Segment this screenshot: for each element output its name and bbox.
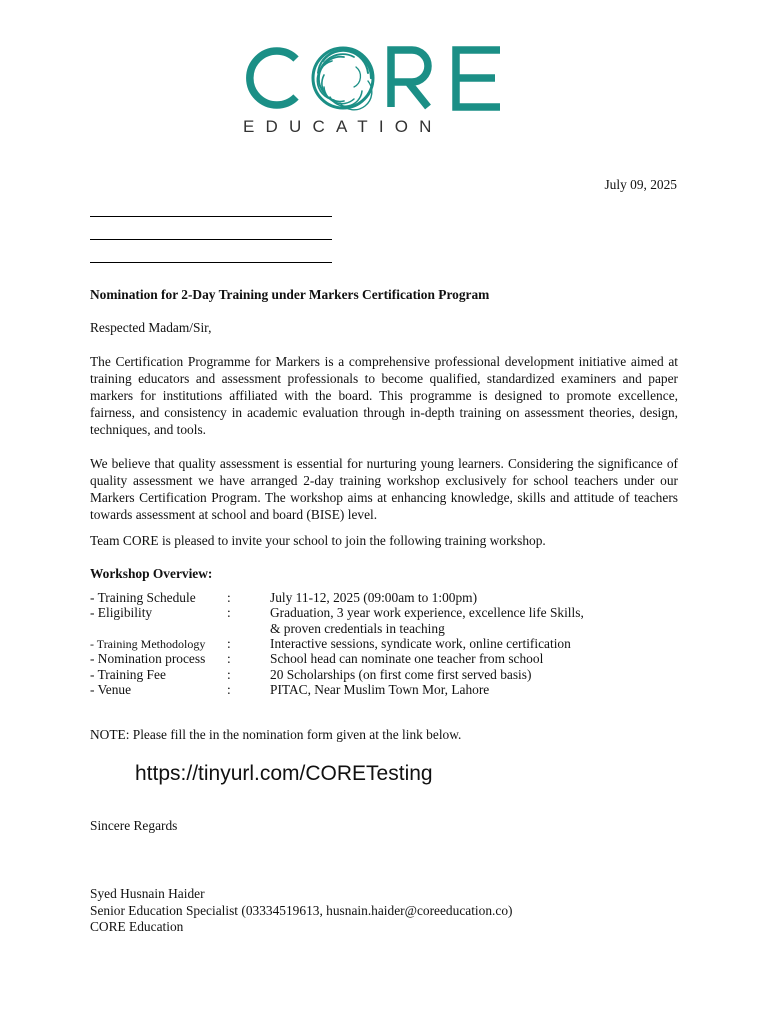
letter-subject: Nomination for 2-Day Training under Markers Certification Program	[90, 287, 490, 302]
overview-title: Workshop Overview:	[90, 566, 213, 581]
overview-colon: :	[227, 682, 231, 697]
logo-subtitle: EDUCATION	[243, 117, 443, 136]
overview-value: Graduation, 3 year work experience, excellence life Skills,	[270, 605, 584, 620]
overview-colon: :	[227, 667, 231, 682]
overview-row-methodology	[90, 636, 690, 652]
logo-letter-c	[250, 51, 296, 105]
overview-label: - Training Fee	[90, 667, 166, 682]
signer-org: CORE Education	[90, 919, 184, 934]
overview-colon: :	[227, 605, 231, 620]
overview-row-nomination	[90, 651, 690, 667]
overview-colon: :	[227, 651, 231, 666]
overview-label: - Eligibility	[90, 605, 153, 620]
overview-value: School head can nominate one teacher from school	[270, 651, 544, 666]
overview-row-eligibility	[90, 605, 690, 637]
overview-colon: :	[227, 636, 231, 651]
letter-date: July 09, 2025	[604, 177, 677, 192]
overview-row-schedule	[90, 590, 690, 606]
overview-value-continued: & proven credentials in teaching	[270, 621, 445, 636]
overview-value: 20 Scholarships (on first come first served basis)	[270, 667, 532, 682]
address-line-2	[90, 239, 332, 240]
overview-label: - Training Schedule	[90, 590, 196, 605]
signer-name: Syed Husnain Haider	[90, 886, 205, 901]
logo-swirl-icon	[313, 48, 373, 110]
paragraph-belief: We believe that quality assessment is essential for nurturing young learners. Considering the significance of quality assessment we have arranged 2-day training workshop exclusively for school teachers under our Markers Certification Program. The workshop aims at enhancing knowledge, skills and attitude of teachers towards assessment at school and board (BISE) level.	[90, 456, 678, 522]
overview-value: PITAC, Near Muslim Town Mor, Lahore	[270, 682, 490, 697]
overview-label: - Nomination process	[90, 651, 206, 666]
core-logo	[244, 45, 506, 111]
overview-value: July 11-12, 2025 (09:00am to 1:00pm)	[270, 590, 478, 605]
signer-title: Senior Education Specialist (03334519613, husnain.haider@coreeducation.co)	[90, 903, 513, 918]
logo-letter-r	[391, 50, 428, 107]
paragraph-intro: The Certification Programme for Markers is a comprehensive professional development initiative aimed at training educators and assessment professionals to become qualified, standardized examiners and paper markers for institutions affiliated with the board. This programme is designed to promote excellence, fairness, and consistency in academic evaluation through in-depth training on assessment theories, design, techniques, and tools.	[90, 354, 678, 437]
closing: Sincere Regards	[90, 818, 178, 833]
overview-label: - Training Methodology	[90, 637, 206, 651]
overview-value: Interactive sessions, syndicate work, online certification	[270, 636, 571, 651]
note-text: NOTE: Please fill the in the nomination form given at the link below.	[90, 727, 462, 742]
address-line-3	[90, 262, 332, 263]
overview-row-fee	[90, 667, 690, 683]
overview-colon: :	[227, 590, 231, 605]
nomination-link[interactable]: https://tinyurl.com/CORETesting	[135, 762, 433, 785]
invite-text: Team CORE is pleased to invite your school to join the following training workshop.	[90, 533, 546, 548]
salutation: Respected Madam/Sir,	[90, 320, 212, 335]
overview-label: - Venue	[90, 682, 132, 697]
address-line-1	[90, 216, 332, 217]
logo-letter-e	[456, 50, 500, 107]
overview-row-venue	[90, 682, 690, 698]
